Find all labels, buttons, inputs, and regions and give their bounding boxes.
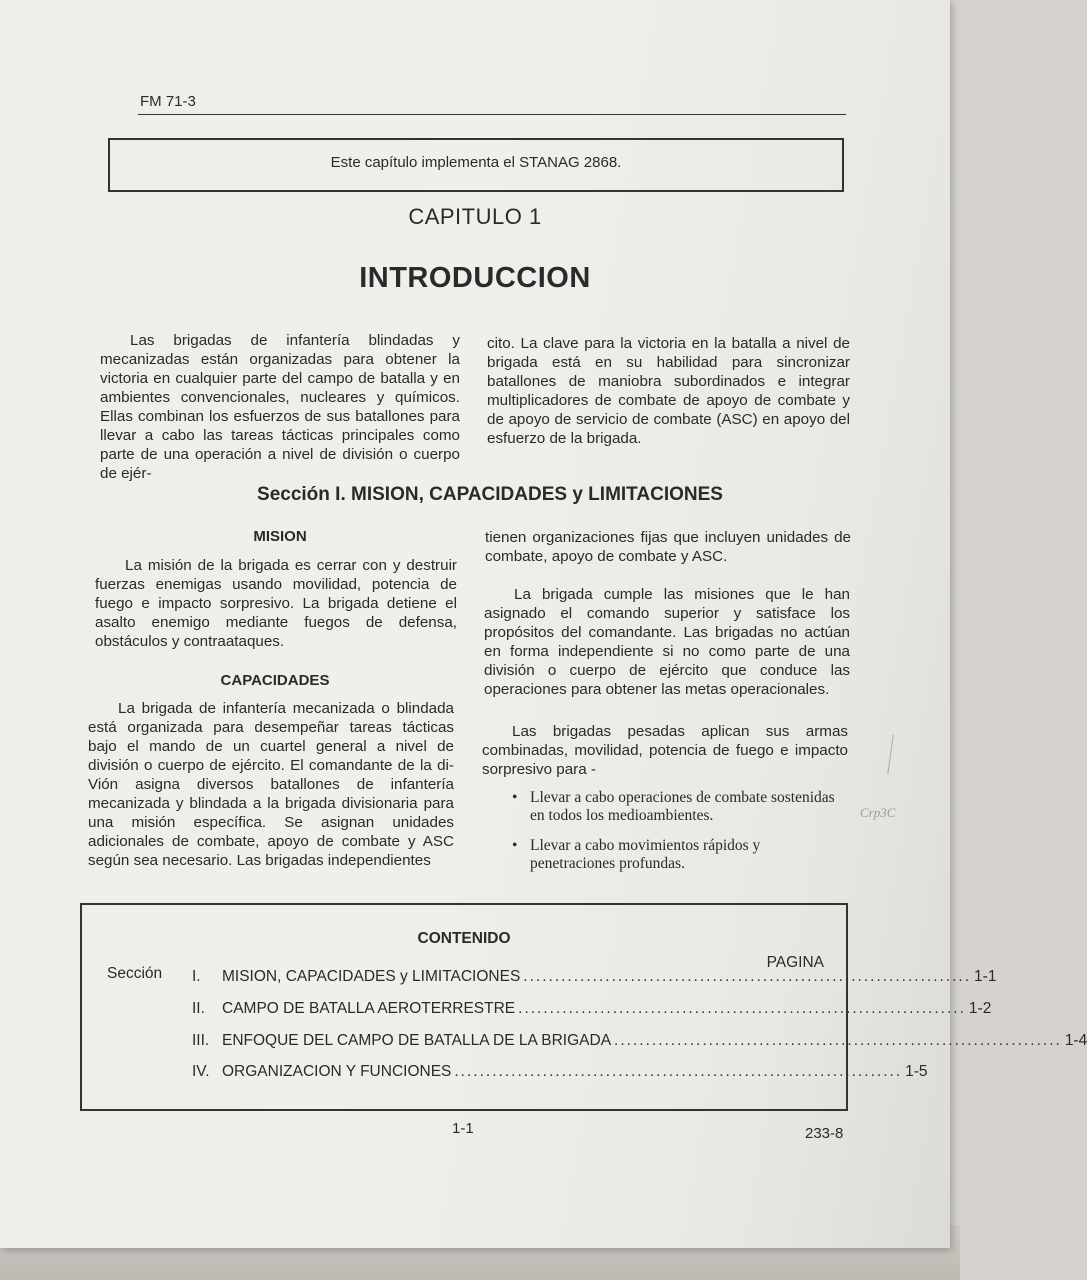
stanag-notice-box (108, 138, 844, 192)
bullet-item (508, 789, 838, 825)
toc-number: IV. (192, 1063, 210, 1080)
manual-code: FM 71-3 (140, 93, 196, 110)
toc-row[interactable] (192, 1000, 992, 1022)
right-paragraph-2: La brigada cumple las misiones que le han asignado el comando superior y satisface los propósitos del comandante. Las brigadas no actúan en forma independiente si no como parte de una división o cuerpo de ejército que conduce las operaciones para obtener las metas operacionales. (484, 586, 850, 698)
contents-box (80, 903, 1087, 1111)
toc-page: 1-1 (974, 968, 997, 985)
capacidades-text-block (88, 699, 454, 870)
toc-page: 1-2 (968, 1000, 992, 1017)
toc-number: I. (192, 968, 201, 985)
bullet-text: Llevar a cabo movimientos rápidos y penetraciones profundas. (530, 837, 761, 872)
toc-leader-dots: ....................................................................... (454, 1063, 903, 1080)
right-column-block-3 (482, 722, 848, 779)
mision-paragraph: La misión de la brigada es cerrar con y destruir fuerzas enemigas usando movilidad, potencia de fuego e impacto sorpresivo. La brigada detiene el asalto enemigo mediante fuegos de defensa, obstáculos y contraataques. (95, 557, 457, 650)
toc-title: ORGANIZACION Y FUNCIONES (222, 1063, 452, 1080)
toc-leader-dots: ....................................................................... (518, 1000, 966, 1017)
right-paragraph-1: tienen organizaciones fijas que incluyen unidades de combate, apoyo de combate y ASC. (485, 529, 851, 565)
bullet-item (508, 837, 838, 873)
capacidades-heading: CAPACIDADES (220, 672, 330, 689)
section-title: Sección I. MISION, CAPACIDADES y LIMITACIONES (257, 484, 723, 505)
toc-page: 1-5 (905, 1063, 928, 1080)
pagina-label: PAGINA (766, 954, 824, 971)
toc-title: CAMPO DE BATALLA AEROTERRESTRE (222, 1000, 516, 1017)
bullet-dot-icon: • (512, 789, 518, 806)
toc-number: II. (192, 1000, 205, 1017)
capacidades-paragraph: La brigada de infantería mecanizada o blindada está organizada para desempeñar tareas tácticas bajo el mando de un cuartel general a nivel de división o cuerpo de ejército. El comandante de la di-Vión asigna diversos batallones de infantería mecanizada y blindada a la brigada divisionaria para una misión específica. Se asignan unidades adicionales de combate, apoyo de combate y ASC según sea necesario. Las brigadas independientes (88, 700, 454, 869)
stanag-notice-text: Este capítulo implementa el STANAG 2868. (330, 154, 622, 171)
intro-right-paragraph: cito. La clave para la victoria en la batalla a nivel de brigada está en su habilidad para sincronizar batallones de maniobra subordinados e integrar multiplicadores de combate de apoyo de combate y de apoyo de servicio de combate (ASC) en apoyo del esfuerzo de la brigada. (487, 335, 850, 447)
toc-title: MISION, CAPACIDADES y LIMITACIONES (222, 968, 521, 985)
bullet-list (508, 789, 838, 885)
contents-title: CONTENIDO (417, 930, 511, 947)
seccion-label: Sección (107, 965, 163, 982)
bullet-text: Llevar a cabo operaciones de combate sostenidas en todos los medioambientes. (530, 789, 835, 824)
document-number: 233-8 (805, 1125, 844, 1142)
chapter-label: CAPITULO 1 (408, 204, 542, 229)
right-column-block-2 (484, 585, 850, 699)
handwritten-note: Crp3C (860, 805, 896, 820)
pencil-mark (887, 735, 899, 776)
toc-page: 1-4 (1064, 1032, 1087, 1049)
right-column-block-1 (485, 528, 851, 566)
toc-row[interactable] (192, 1032, 1087, 1054)
bullet-dot-icon: • (512, 837, 518, 854)
mision-heading: MISION (253, 528, 307, 545)
toc-row[interactable] (192, 968, 997, 990)
right-paragraph-3: Las brigadas pesadas aplican sus armas combinadas, movilidad, potencia de fuego e impacto sorpresivo para - (482, 723, 848, 778)
chapter-title: INTRODUCCION (359, 262, 591, 294)
header-rule (138, 114, 846, 115)
intro-left-column (100, 331, 460, 483)
mision-text-block (95, 556, 457, 651)
intro-right-column (487, 334, 850, 448)
intro-left-paragraph: Las brigadas de infantería blindadas y mecanizadas están organizadas para obtener la victoria en cualquier parte del campo de batalla y en ambientes convencionales, nucleares y químicos. Ellas combinan los esfuerzos de sus batallones para llevar a cabo las tareas tácticas principales como parte de una operación a nivel de división o cuerpo de ejér- (100, 332, 460, 482)
page-number: 1-1 (452, 1120, 474, 1137)
toc-leader-dots: ....................................................................... (523, 968, 972, 985)
toc-row[interactable] (192, 1063, 928, 1085)
toc-number: III. (192, 1032, 210, 1049)
toc-leader-dots: ....................................................................... (614, 1032, 1062, 1049)
toc-title: ENFOQUE DEL CAMPO DE BATALLA DE LA BRIGADA (222, 1032, 612, 1049)
